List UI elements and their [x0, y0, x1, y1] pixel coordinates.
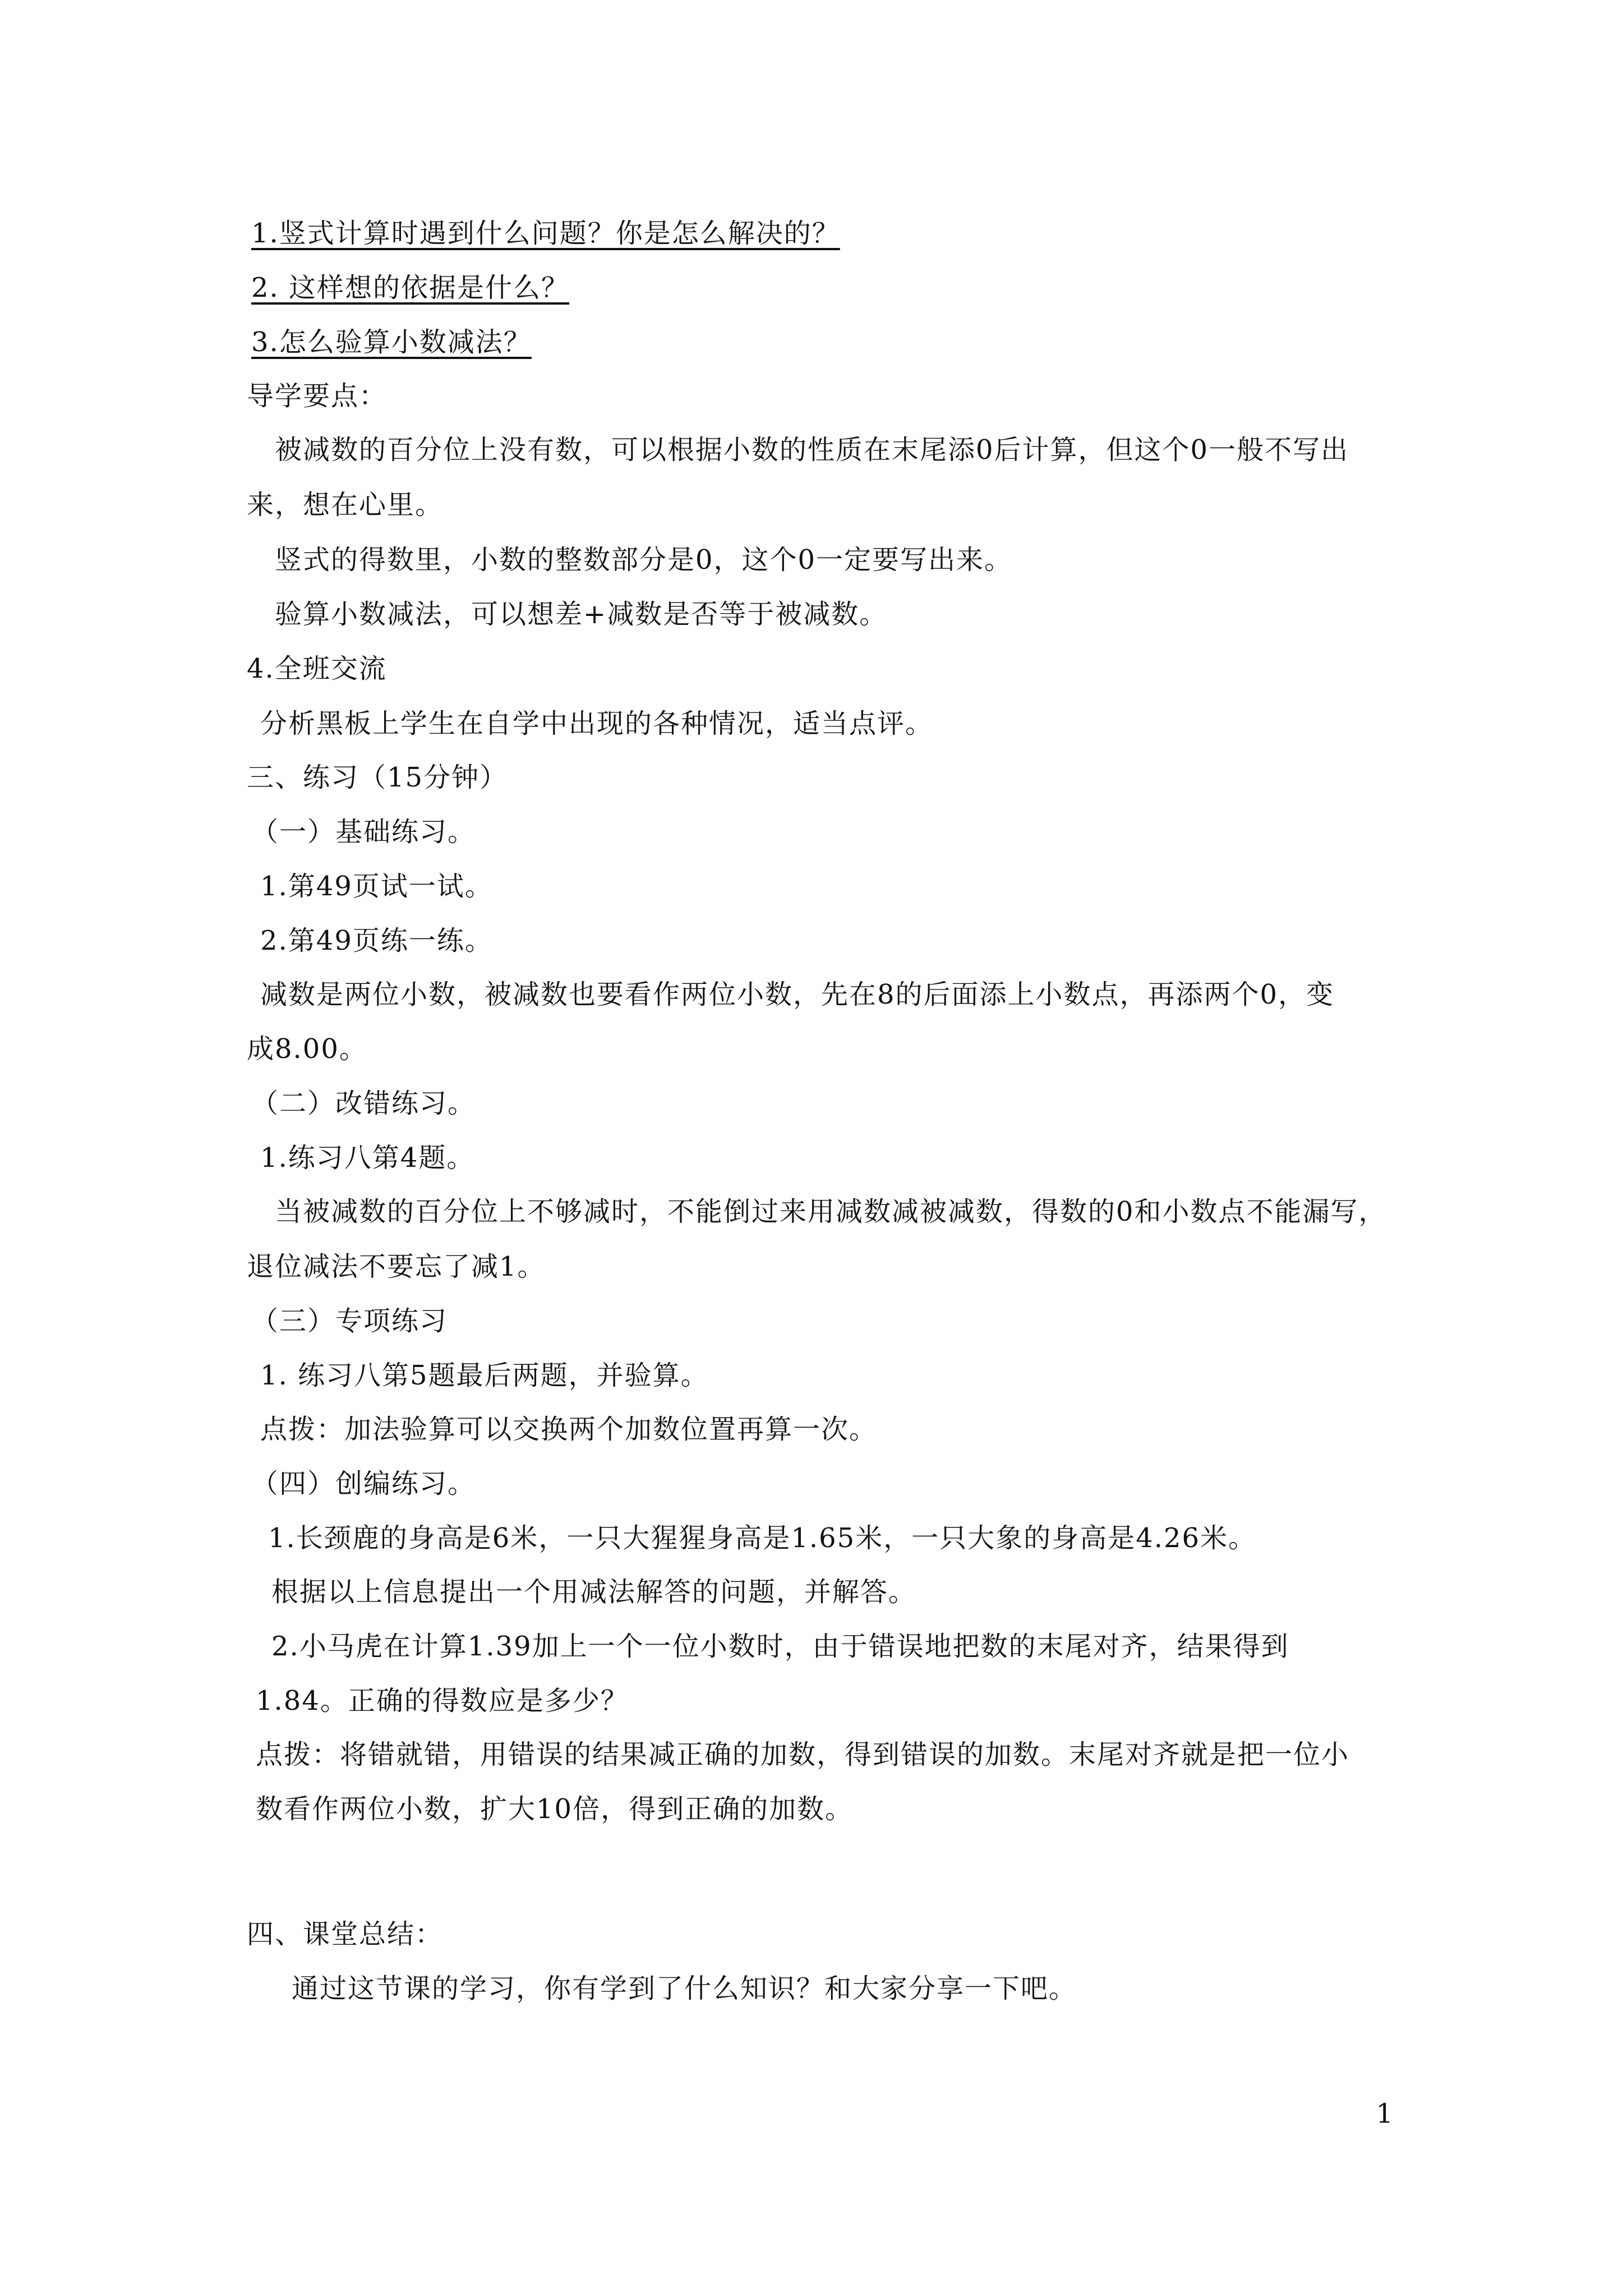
paragraph-line: 被减数的百分位上没有数，可以根据小数的性质在末尾添0后计算，但这个0一般不写出 — [275, 434, 1349, 466]
subheading-basic-practice: （一）基础练习。 — [251, 816, 476, 848]
paragraph-line: 分析黑板上学生在自学中出现的各种情况，适当点评。 — [260, 708, 934, 739]
heading-class-summary: 四、课堂总结： — [247, 1918, 444, 1950]
subheading-creative-practice: （四）创编练习。 — [251, 1468, 476, 1499]
paragraph-line: 来，想在心里。 — [247, 489, 444, 521]
paragraph-line: 点拨：加法验算可以交换两个加数位置再算一次。 — [260, 1414, 878, 1445]
paragraph-line: 当被减数的百分位上不够减时，不能倒过来用减数减被减数，得数的0和小数点不能漏写， — [275, 1196, 1387, 1227]
question-3: 3.怎么验算小数减法？ — [251, 326, 532, 358]
heading-class-discussion: 4.全班交流 — [247, 653, 387, 684]
heading-section-3: 三、练习（15分钟） — [247, 762, 508, 793]
paragraph-line: 成8.00。 — [247, 1033, 367, 1065]
list-item: 1.长颈鹿的身高是6米，一只大猩猩身高是1.65米，一只大象的身高是4.26米。 — [268, 1522, 1257, 1554]
paragraph-line: 退位减法不要忘了减1。 — [247, 1251, 546, 1282]
paragraph-line: 验算小数减法，可以想差+减数是否等于被减数。 — [275, 599, 888, 630]
page-number: 1 — [1376, 2098, 1393, 2129]
list-item: 1.练习八第4题。 — [260, 1142, 475, 1174]
paragraph-line: 数看作两位小数，扩大10倍，得到正确的加数。 — [256, 1793, 854, 1825]
question-2: 2. 这样想的依据是什么？ — [251, 272, 570, 303]
list-item: 2.第49页练一练。 — [260, 925, 493, 956]
list-item: 2.小马虎在计算1.39加上一个一位小数时，由于错误地把数的末尾对齐，结果得到 — [271, 1631, 1289, 1662]
question-1: 1.竖式计算时遇到什么问题？你是怎么解决的？ — [251, 218, 840, 249]
subheading-special-practice: （三）专项练习 — [251, 1305, 448, 1337]
paragraph-line: 减数是两位小数，被减数也要看作两位小数，先在8的后面添上小数点，再添两个0，变 — [260, 979, 1335, 1010]
paragraph-line: 根据以上信息提出一个用减法解答的问题，并解答。 — [271, 1576, 917, 1608]
paragraph-line: 1.84。正确的得数应是多少？ — [256, 1685, 629, 1717]
paragraph-line: 竖式的得数里，小数的整数部分是0，这个0一定要写出来。 — [275, 544, 1013, 576]
paragraph-line: 通过这节课的学习，你有学到了什么知识？和大家分享一下吧。 — [292, 1973, 1077, 2004]
list-item: 1. 练习八第5题最后两题，并验算。 — [260, 1360, 709, 1391]
heading-guide-points: 导学要点： — [247, 380, 388, 412]
paragraph-line: 点拨：将错就错，用错误的结果减正确的加数，得到错误的加数。末尾对齐就是把一位小 — [256, 1739, 1350, 1770]
list-item: 1.第49页试一试。 — [260, 871, 493, 902]
subheading-error-correction: （二）改错练习。 — [251, 1088, 476, 1119]
